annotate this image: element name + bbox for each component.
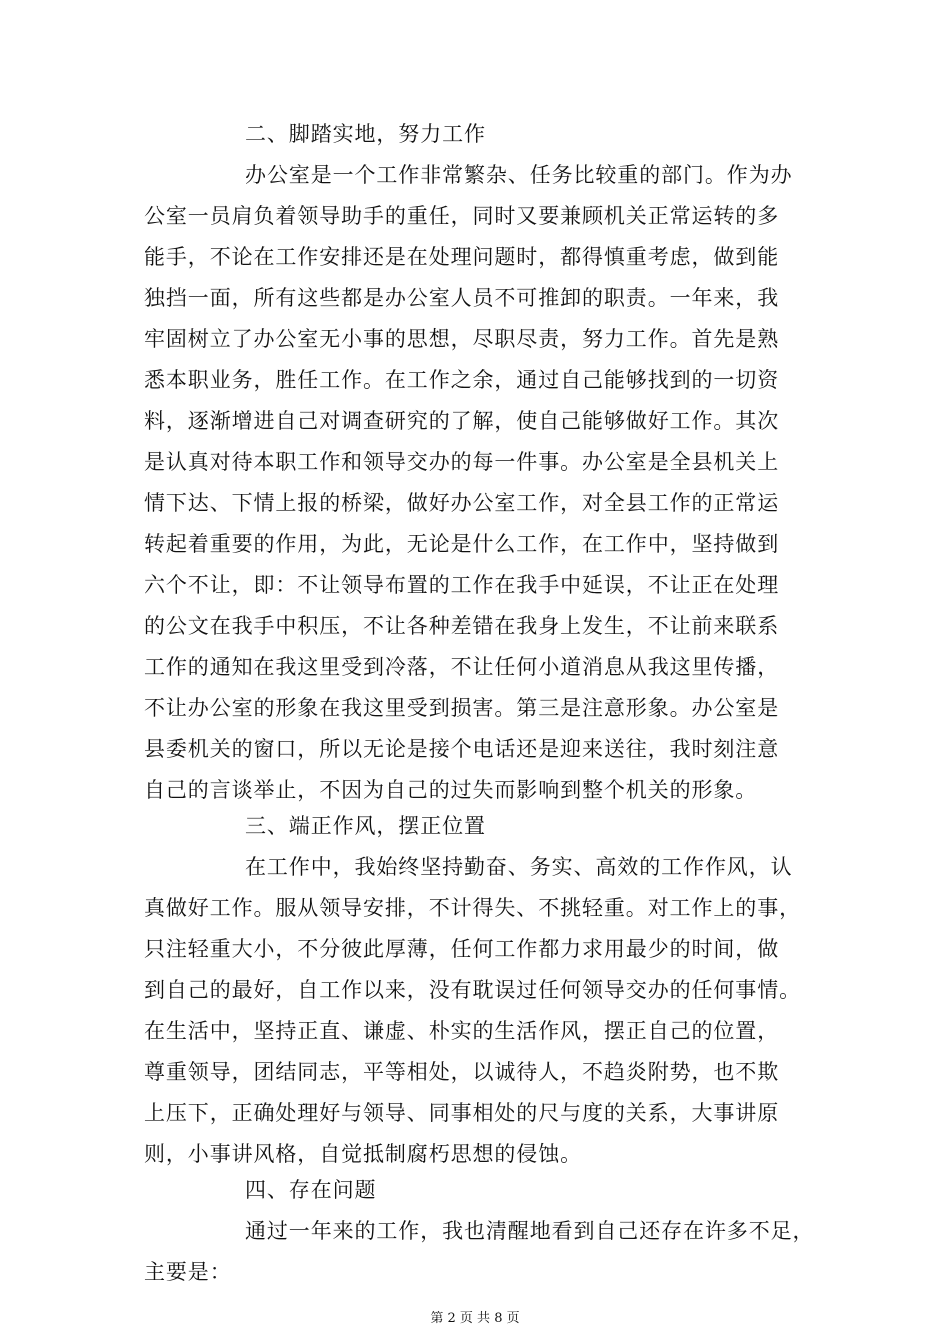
paragraph-line: 主要是： [144, 1260, 232, 1284]
paragraph-line: 在生活中，坚持正直、谦虚、朴实的生活作风，摆正自己的位置， [144, 1019, 780, 1043]
paragraph-line: 则，小事讲风格，自觉抵制腐朽思想的侵蚀。 [144, 1142, 582, 1166]
section-heading-2: 二、脚踏实地，努力工作 [245, 122, 486, 146]
paragraph-line: 自己的言谈举止，不因为自己的过失而影响到整个机关的形象。 [144, 778, 758, 802]
section-heading-4: 四、存在问题 [245, 1178, 377, 1202]
paragraph-line: 是认真对待本职工作和领导交办的每一件事。办公室是全县机关上 [144, 450, 780, 474]
paragraph-line: 能手，不论在工作安排还是在处理问题时，都得慎重考虑，做到能 [144, 245, 780, 269]
paragraph-line: 独挡一面，所有这些都是办公室人员不可推卸的职责。一年来，我 [144, 286, 780, 310]
paragraph-line: 到自己的最好，自工作以来，没有耽误过任何领导交办的任何事情。 [144, 978, 801, 1002]
section-heading-3: 三、端正作风，摆正位置 [245, 814, 486, 838]
paragraph-line: 的公文在我手中积压，不让各种差错在我身上发生，不让前来联系 [144, 614, 780, 638]
paragraph-line: 通过一年来的工作，我也清醒地看到自己还存在许多不足， [245, 1219, 815, 1243]
page-footer [0, 1310, 950, 1328]
paragraph-line: 县委机关的窗口，所以无论是接个电话还是迎来送往，我时刻注意 [144, 737, 780, 761]
page-number: 第 2 页 共 8 页 [430, 1311, 520, 1326]
paragraph-line: 办公室是一个工作非常繁杂、任务比较重的部门。作为办 [245, 163, 793, 187]
paragraph-line: 不让办公室的形象在我这里受到损害。第三是注意形象。办公室是 [144, 696, 780, 720]
paragraph-line: 尊重领导，团结同志，平等相处，以诚待人，不趋炎附势，也不欺 [144, 1060, 780, 1084]
paragraph-line: 上压下，正确处理好与领导、同事相处的尺与度的关系，大事讲原 [144, 1101, 780, 1125]
paragraph-line: 料，逐渐增进自己对调查研究的了解，使自己能够做好工作。其次 [144, 409, 780, 433]
paragraph-line: 只注轻重大小，不分彼此厚薄，任何工作都力求用最少的时间，做 [144, 937, 780, 961]
paragraph-line: 牢固树立了办公室无小事的思想，尽职尽责，努力工作。首先是熟 [144, 327, 780, 351]
paragraph-line: 六个不让，即：不让领导布置的工作在我手中延误，不让正在处理 [144, 573, 780, 597]
paragraph-line: 悉本职业务，胜任工作。在工作之余，通过自己能够找到的一切资 [144, 368, 780, 392]
paragraph-line: 转起着重要的作用，为此，无论是什么工作，在工作中，坚持做到 [144, 532, 780, 556]
paragraph-line: 情下达、下情上报的桥梁，做好办公室工作，对全县工作的正常运 [144, 491, 780, 515]
paragraph-line: 工作的通知在我这里受到冷落，不让任何小道消息从我这里传播， [144, 655, 780, 679]
paragraph-line: 在工作中，我始终坚持勤奋、务实、高效的工作作风，认 [245, 855, 793, 879]
paragraph-line: 公室一员肩负着领导助手的重任，同时又要兼顾机关正常运转的多 [144, 204, 780, 228]
paragraph-line: 真做好工作。服从领导安排，不计得失、不挑轻重。对工作上的事， [144, 896, 801, 920]
